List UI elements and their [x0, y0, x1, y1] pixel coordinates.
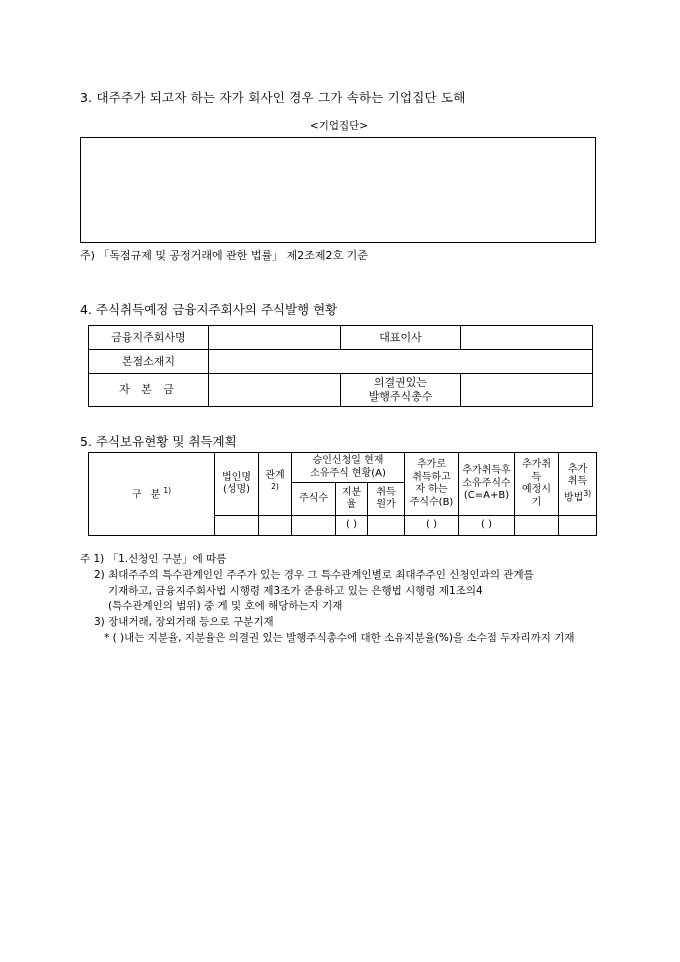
cell-method[interactable]: [559, 516, 597, 536]
footnote-2: 2) 최대주주의 특수관계인인 주주가 있는 경우 그 특수관계인별로 최대주주인 신청인과의 관계를: [94, 568, 534, 581]
section-3-box-label: <기업집단>: [309, 120, 369, 132]
voting-shares-label-line1: 의결권있는: [373, 376, 428, 389]
header-method: 추가 취득 방법$^{3)}$: [559, 453, 597, 516]
header-gubun: 구 분$^{1)}$: [89, 453, 215, 536]
header-relation: 관계$^{2)}$: [259, 453, 292, 516]
header-ratio: 지분 율: [336, 483, 368, 516]
cell-head-office-value[interactable]: [209, 350, 593, 374]
table-row: [89, 374, 593, 407]
section-3-heading: 3. 대주주가 되고자 하는 자가 회사인 경우 그가 속하는 기업집단 도해: [80, 90, 466, 105]
cell-voting-shares-label: [341, 374, 461, 407]
voting-shares-label-line2: 발행주식총수: [368, 389, 433, 403]
cell-voting-shares-value[interactable]: [461, 374, 593, 407]
cell-representative-label: 대표이사: [341, 326, 461, 350]
table-row: [89, 326, 593, 350]
cell-cost[interactable]: [368, 516, 405, 536]
section-4-heading: 4. 주식취득예정 금융지주회사의 주식발행 현황: [80, 302, 338, 317]
cell-capital-label: 자 본 금: [89, 374, 209, 407]
cell-capital-value[interactable]: [209, 374, 341, 407]
footnote-2-cont-2: (특수관계인의 범위) 중 게 및 호에 해당하는지 기재: [108, 600, 343, 613]
header-current-holdings: 승인신청일 현재 소유주식 현황(A): [292, 453, 405, 483]
header-cost: 취득 원가: [368, 483, 405, 516]
table-row: [89, 350, 593, 374]
header-after-acquisition: 추가취득후 소유주식수 (C=A+B): [459, 453, 515, 516]
cell-company-name-label: 금융지주회사명: [89, 326, 209, 350]
footnote-2-cont-1: 기재하고, 금융지주회사법 시행령 제3조가 준용하고 있는 은행법 시행령 제1조의4: [108, 584, 483, 597]
cell-ratio[interactable]: ( ): [336, 516, 368, 536]
header-additional-shares: 추가로 취득하고 자 하는 주식수(B): [405, 453, 459, 516]
shareholding-plan-table: [88, 452, 597, 536]
cell-additional-shares[interactable]: ( ): [405, 516, 459, 536]
cell-representative-value[interactable]: [461, 326, 593, 350]
cell-relation[interactable]: [259, 516, 292, 536]
section-3-diagram-box: [80, 137, 596, 243]
cell-company-name-value[interactable]: [209, 326, 341, 350]
cell-after-shares[interactable]: ( ): [459, 516, 515, 536]
footnote-3: 3) 장내거래, 장외거래 등으로 구분기재: [94, 616, 274, 628]
header-shares: 주식수: [292, 483, 336, 516]
section-5-heading: 5. 주식보유현황 및 취득계획: [80, 434, 237, 449]
cell-timing[interactable]: [515, 516, 559, 536]
section-3-note: 주) 「독점규제 및 공정거래에 관한 법률」 제2조제2호 기준: [80, 249, 368, 262]
header-timing: 추가취득 예정시기: [515, 453, 559, 516]
cell-shares[interactable]: [292, 516, 336, 536]
table-header-row: [89, 453, 597, 483]
cell-head-office-label: 본점소재지: [89, 350, 209, 374]
footnote-1: 주 1) 「1.신청인 구분」에 따름: [80, 553, 227, 565]
footnotes: [80, 552, 640, 647]
header-corp-name: 법인명 (성명): [215, 453, 259, 516]
footnote-asterisk: * ( )내는 지분율, 지분율은 의결권 있는 발행주식총수에 대한 소유지분율(%)을 소수점 두자리까지 기재: [104, 631, 575, 644]
cell-corp-name[interactable]: [215, 516, 259, 536]
stock-issuance-table: [88, 325, 593, 407]
